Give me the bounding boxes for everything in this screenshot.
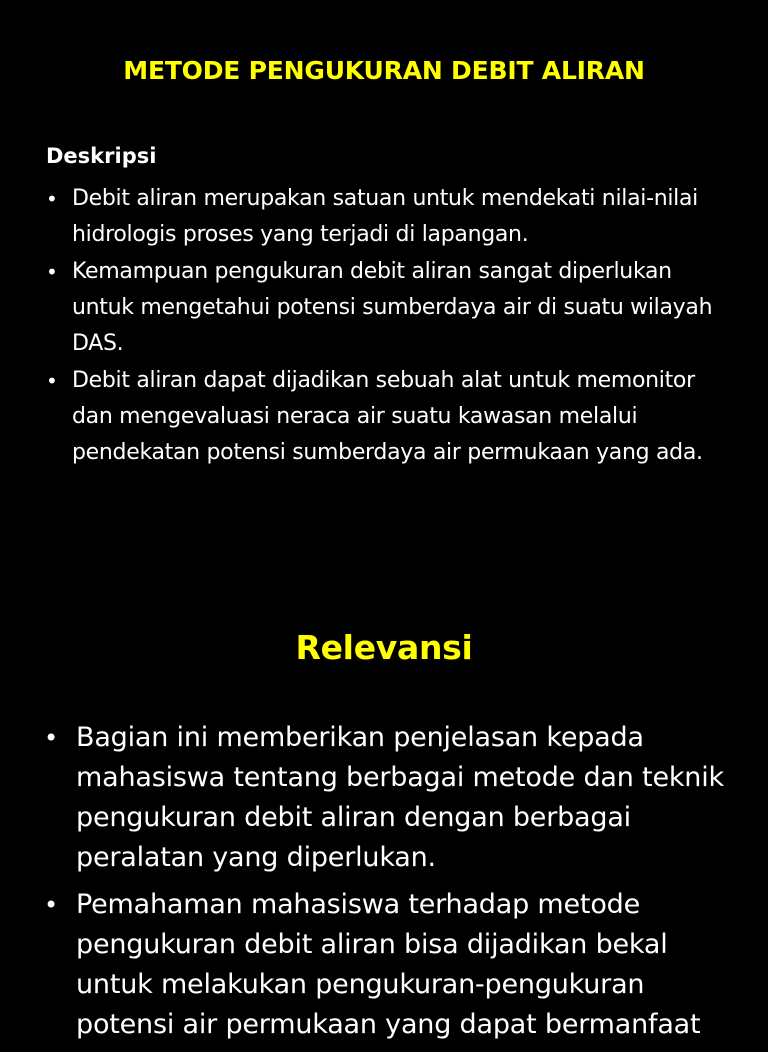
bullet-text: Debit aliran dapat dijadikan sebuah alat untuk memonitor dan mengevaluasi neraca air suatu kawasan melalui pendekatan potensi sumberdaya air permukaan yang ada. bbox=[72, 368, 703, 465]
bullet-item bbox=[46, 181, 726, 253]
bullet-icon: • bbox=[46, 369, 58, 393]
bullet-item bbox=[44, 718, 744, 878]
bullet-item bbox=[46, 363, 726, 471]
bullet-icon: • bbox=[44, 891, 58, 919]
bullet-text: Kemampuan pengukuran debit aliran sangat diperlukan untuk mengetahui potensi sumberdaya air di suatu wilayah DAS. bbox=[72, 259, 713, 356]
slide-title: METODE PENGUKURAN DEBIT ALIRAN bbox=[123, 56, 645, 85]
bullet-text: Bagian ini memberikan penjelasan kepada mahasiswa tentang berbagai metode dan teknik pengukuran debit aliran dengan berbagai peralatan yang diperlukan. bbox=[76, 722, 724, 873]
bullet-text: Pemahaman mahasiswa terhadap metode pengukuran debit aliran bisa dijadikan bekal untuk melakukan pengukuran-pengukuran potensi air permukaan yang dapat bermanfaat bbox=[76, 889, 701, 1040]
bullet-item bbox=[44, 885, 744, 1045]
slide-title-relevansi: Relevansi bbox=[295, 628, 473, 667]
bullet-icon: • bbox=[44, 724, 58, 752]
bullet-icon: • bbox=[46, 187, 58, 211]
description-bullet-list bbox=[46, 181, 726, 472]
bullet-icon: • bbox=[46, 260, 58, 284]
bullet-item bbox=[46, 254, 726, 362]
section-label-deskripsi: Deskripsi bbox=[46, 144, 157, 168]
bullet-text: Debit aliran merupakan satuan untuk mendekati nilai-nilai hidrologis proses yang terjadi di lapangan. bbox=[72, 186, 698, 247]
relevance-bullet-list bbox=[44, 718, 744, 1052]
